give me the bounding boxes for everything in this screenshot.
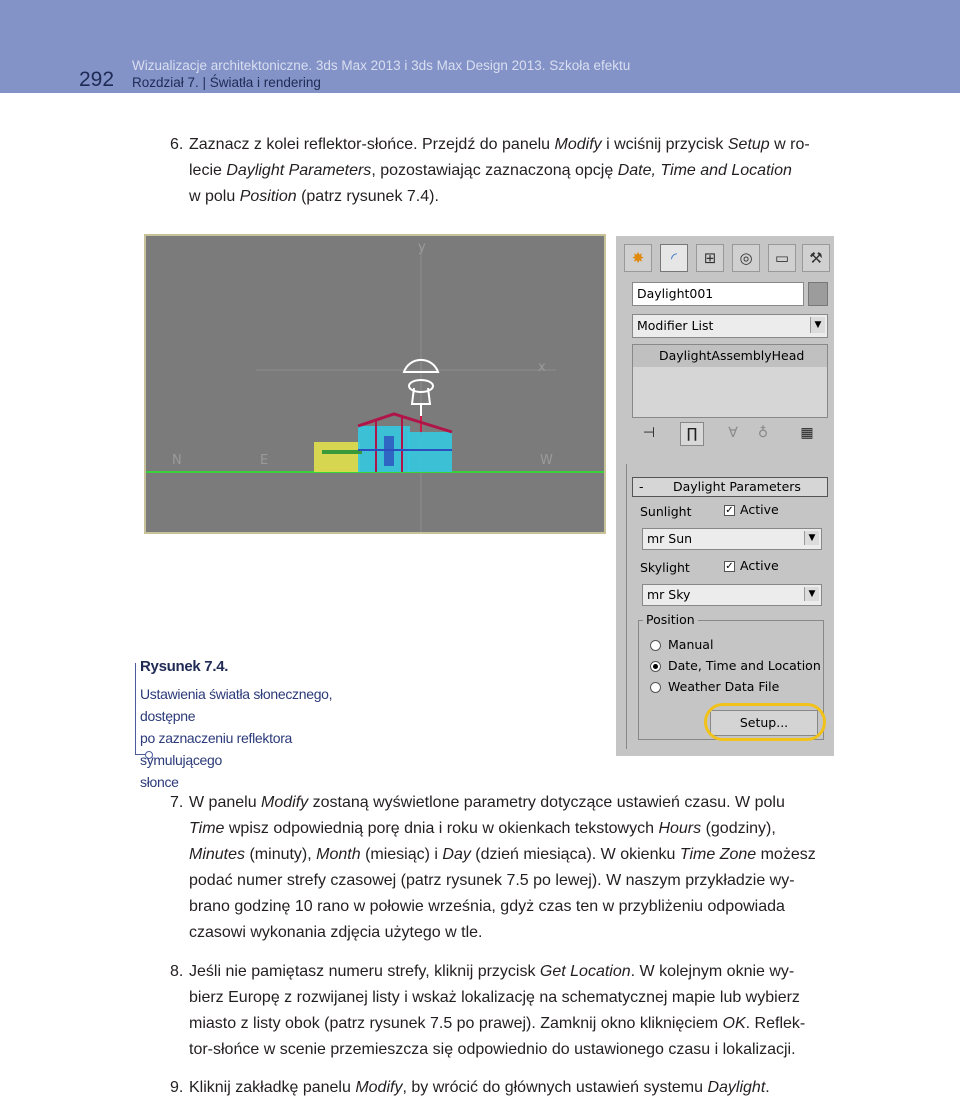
chevron-down-icon: ▼ (804, 587, 819, 601)
command-panel (616, 236, 834, 756)
manual-label: Manual (668, 637, 714, 652)
motion-icon: ◎ (739, 249, 753, 267)
figure-caption (135, 655, 375, 790)
modify-icon: ◜ (671, 249, 677, 267)
setup-highlight (704, 703, 826, 741)
axis-y-label: y (418, 240, 426, 255)
skylight-active-checkbox[interactable]: ✓ (725, 561, 734, 572)
motion-tab[interactable] (732, 244, 760, 272)
axis-x-label: x (538, 360, 546, 375)
hammer-icon: ⚒ (809, 249, 823, 267)
modifier-list-dropdown[interactable]: Modifier List ▼ (632, 314, 828, 338)
manual-radio[interactable] (650, 640, 661, 651)
object-color-swatch[interactable] (808, 282, 828, 306)
show-end-result-icon[interactable]: ∏ (680, 422, 704, 446)
object-name-field[interactable]: Daylight001 (632, 282, 804, 306)
daylight-parameters-rollout[interactable] (632, 477, 828, 497)
skylight-label: Skylight (640, 560, 690, 575)
rollout-title: Daylight Parameters (673, 479, 801, 494)
modify-tab[interactable] (660, 244, 688, 272)
date-time-location-radio[interactable] (650, 661, 661, 672)
create-tab[interactable] (624, 244, 652, 272)
weather-data-file-radio[interactable] (650, 682, 661, 693)
rollout-collapse: - (639, 479, 644, 494)
figure-description: Ustawienia światła słonecznego, dostępne po zaznaczeniu reflektora symulującego słonce (140, 686, 333, 790)
setup-button[interactable]: Setup... (710, 710, 818, 736)
page-number: 292 (79, 68, 115, 91)
step-number: 9. (170, 1079, 184, 1096)
utilities-tab[interactable] (802, 244, 830, 272)
pin-stack-icon[interactable]: ⊣ (642, 425, 656, 441)
viewport-scene (146, 236, 604, 532)
hierarchy-tab[interactable] (696, 244, 724, 272)
date-time-location-label: Date, Time and Location (668, 658, 821, 673)
chevron-down-icon: ▼ (810, 317, 825, 333)
step-6: 6. Zaznacz z kolei reflektor-słońce. Przejdź do panelu Modify i wciśnij przycisk Setup w ro- lecie Daylight Parameters, pozostawiając zaznaczoną opcję Date, Time and Location w polu Position (patrz rysunek 7.4). (170, 132, 810, 210)
sun-icon: ✸ (631, 249, 645, 267)
compass-e: E (260, 453, 269, 468)
compass-w: W (540, 453, 553, 468)
sky-type-dropdown[interactable]: mr Sky ▼ (642, 584, 822, 606)
panel-tabs (616, 240, 834, 278)
viewport-screenshot (144, 234, 606, 534)
step-7: 7. W panelu Modify zostaną wyświetlone parametry dotyczące ustawień czasu. W polu Time wpisz odpowiednią porę dnia i roku w okienkach tekstowych Hours (godziny), Minutes (minuty), Month (miesiąc) i Day (dzień miesiąca). W okienku Time Zone możesz podać numer strefy czasowej (patrz rysunek 7.5 po lewej). W naszym przykładzie wy- brano godzinę 10 rano w połowie września, gdyż czas ten w przybliżeniu odpowiada czasowi wykonania zdjęcia użytego w tle. (170, 790, 816, 946)
step-8: 8. Jeśli nie pamiętasz numeru strefy, kliknij przycisk Get Location. W kolejnym oknie wy- bierz Europę z rozwijanej listy i wskaż lokalizację na schematycznej mapie lub wybierz miasto z listy obok (patrz rysunek 7.5 po prawej). Zamknij okno kliknięciem OK. Reflek- tor-słońce w scenie przemieszcza się odpowiednio do ustawionego czasu i lokalizacji. (170, 959, 805, 1063)
sunlight-active-checkbox[interactable]: ✓ (725, 505, 734, 516)
modifier-stack[interactable] (632, 344, 828, 418)
configure-sets-icon[interactable]: ▦ (800, 425, 814, 441)
step-9: 9. Kliknij zakładkę panelu Modify, by wrócić do głównych ustawień systemu Daylight. (170, 1075, 770, 1101)
skylight-active-label: Active (740, 558, 779, 573)
page-header (0, 0, 960, 93)
step-number: 8. (170, 963, 184, 980)
hierarchy-icon: ⊞ (703, 249, 717, 267)
sunlight-label: Sunlight (640, 504, 692, 519)
chevron-down-icon: ▼ (804, 531, 819, 545)
chapter-title: Rozdział 7. | Światła i rendering (132, 75, 321, 90)
step-number: 6. (170, 136, 184, 153)
remove-modifier-icon[interactable]: ♁ (757, 425, 769, 441)
book-title: Wizualizacje architektoniczne. 3ds Max 2013 i 3ds Max Design 2013. Szkoła efektu (132, 58, 631, 73)
compass-n: N (172, 453, 182, 468)
figure-label: Rysunek 7.4. (140, 658, 229, 675)
sun-type-dropdown[interactable]: mr Sun ▼ (642, 528, 822, 550)
display-icon: ▭ (774, 249, 790, 267)
position-group-title: Position (643, 612, 698, 627)
building-wireframe (314, 414, 452, 472)
sunlight-active-label: Active (740, 502, 779, 517)
stack-item[interactable]: DaylightAssemblyHead (633, 345, 827, 367)
display-tab[interactable] (768, 244, 796, 272)
weather-data-file-label: Weather Data File (668, 679, 780, 694)
step-number: 7. (170, 794, 184, 811)
make-unique-icon[interactable]: ∀ (728, 425, 738, 441)
